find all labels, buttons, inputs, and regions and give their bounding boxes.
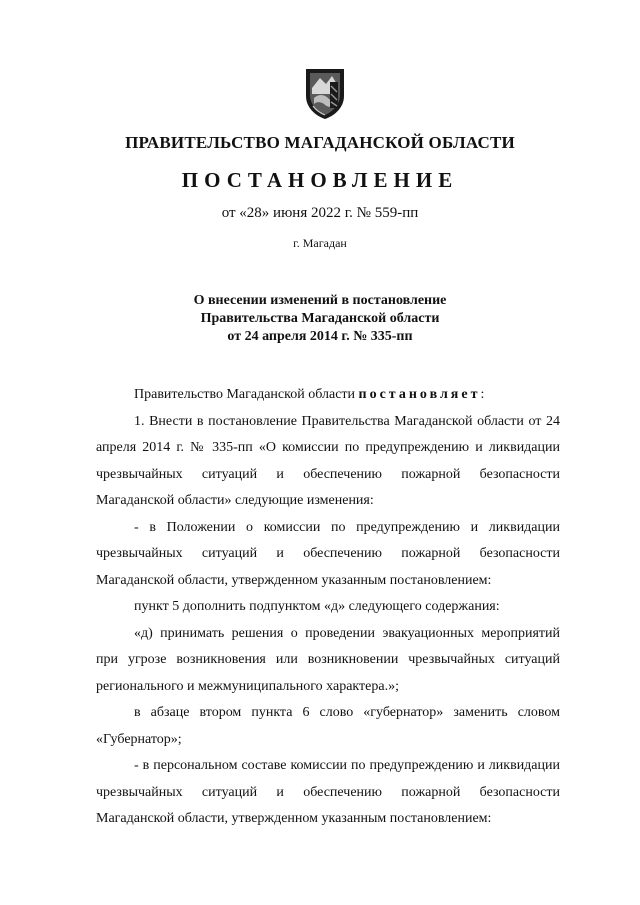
intro-paragraph (96, 382, 560, 409)
paragraph-5: в абзаце втором пункта 6 слово «губернатор» заменить словом «Губернатор»; (96, 705, 560, 747)
document-date-number: от «28» июня 2022 г. № 559-пп (221, 205, 419, 221)
coat-of-arms-icon (302, 66, 348, 120)
intro-end: : (480, 387, 485, 402)
intro-decree-word: постановляет (358, 387, 481, 402)
paragraph-3: пункт 5 дополнить подпунктом «д» следующего содержания: (134, 599, 500, 614)
subject-line-1: О внесении изменений в постановление (193, 293, 447, 308)
paragraph-1: 1. Внести в постановление Правительства Магаданской области от 24 апреля 2014 г. № 335-пп «О комиссии по предупреждению и ликвидации чрезвычайных ситуаций и обеспечению пожарной безопасности Магаданской области» следующие изменения: (96, 413, 560, 508)
document-type: ПОСТАНОВЛЕНИЕ (181, 168, 459, 192)
intro-text: Правительство Магаданской области (134, 387, 359, 402)
document-subject (0, 292, 640, 346)
document-city: г. Магадан (293, 236, 347, 250)
paragraph-2: - в Положении о комиссии по предупреждению и ликвидации чрезвычайных ситуаций и обеспечению пожарной безопасности Магаданской области, утвержденном указанным постановлением: (96, 519, 560, 588)
paragraph-4: «д) принимать решения о проведении эвакуационных мероприятий при угрозе возникновения или возникновении чрезвычайных ситуаций регионального и межмуниципального характера.»; (96, 625, 560, 694)
subject-line-3: от 24 апреля 2014 г. № 335-пп (227, 329, 413, 344)
document-body (96, 382, 560, 833)
organization-name: ПРАВИТЕЛЬСТВО МАГАДАНСКОЙ ОБЛАСТИ (125, 133, 515, 152)
paragraph-6: - в персональном составе комиссии по предупреждению и ликвидации чрезвычайных ситуаций и обеспечению пожарной безопасности Магаданской области, утвержденном указанным постановлением: (96, 758, 560, 826)
subject-line-2: Правительства Магаданской области (200, 311, 440, 326)
